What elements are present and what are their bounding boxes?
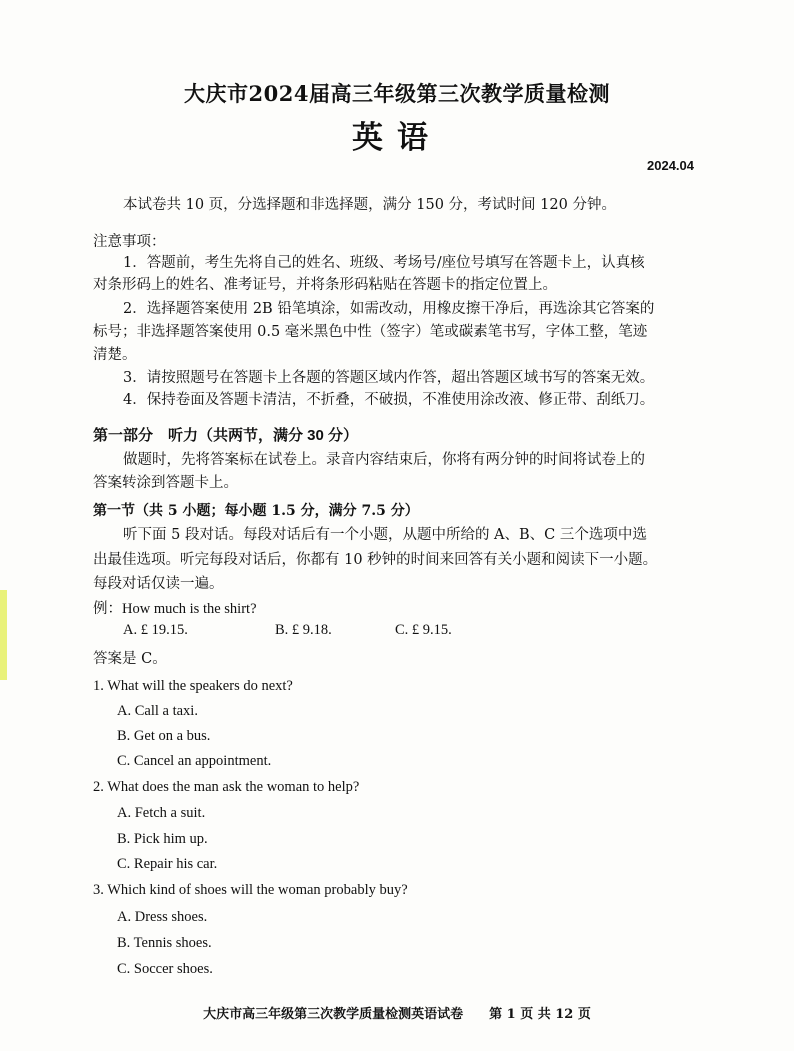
part1-desc-line-1: 做题时，先将答案标在试卷上。录音内容结束后，你将有两分钟的时间将试卷上的 [123,452,645,468]
note-3: 3．请按照题号在答题卡上各题的答题区域内作答，超出答题区域书写的答案无效。 [123,370,655,386]
note-2-line-1: 2．选择题答案使用 2B 铅笔填涂，如需改动，用橡皮擦干净后，再选涂其它答案的 [123,301,655,317]
question-1-stem: 1. What will the speakers do next? [93,678,293,694]
section1-desc-line-2: 出最佳选项。听完每段对话后，你都有 10 秒钟的时间来回答有关小题和阅读下一小题。 [93,552,658,568]
question-2-option-b: B. Pick him up. [117,831,208,847]
note-2-line-2: 标号；非选择题答案使用 0.5 毫米黑色中性（签字）笔或碳素笔书写，字体工整，笔迹 [93,324,648,340]
example-question: 例：How much is the shirt? [93,601,257,617]
note-1-line-1: 1．答题前，考生先将自己的姓名、班级、考场号/座位号填写在答题卡上，认真核 [123,255,645,271]
section1-desc-line-3: 每段对话仅读一遍。 [93,576,224,592]
subject-title: 英语 [352,120,442,156]
section1-desc-line-1: 听下面 5 段对话。每段对话后有一个小题，从题中所给的 A、B、C 三个选项中选 [123,527,647,543]
exam-date: 2024.04 [647,158,694,173]
notes-heading: 注意事项： [93,234,166,250]
part1-heading: 第一部分 听力（共两节，满分 30 分） [93,427,359,444]
example-option-b: B. £ 9.18. [275,622,332,638]
question-3-option-c: C. Soccer shoes. [117,961,213,977]
section1-heading: 第一节（共 5 小题；每小题 1.5 分，满分 7.5 分） [93,503,419,519]
example-answer: 答案是 C。 [93,651,167,667]
question-1-option-c: C. Cancel an appointment. [117,753,272,769]
question-2-stem: 2. What does the man ask the woman to help? [93,779,360,795]
question-3-option-b: B. Tennis shoes. [117,935,212,951]
intro-text: 本试卷共 10 页，分选择题和非选择题，满分 150 分，考试时间 120 分钟。 [123,197,616,213]
note-4: 4．保持卷面及答题卡清洁，不折叠，不破损，不准使用涂改液、修正带、刮纸刀。 [123,392,655,408]
question-3-option-a: A. Dress shoes. [117,909,208,925]
page-footer: 大庆市高三年级第三次教学质量检测英语试卷 第 1 页 共 12 页 [203,1007,591,1022]
question-2-option-a: A. Fetch a suit. [117,805,206,821]
question-1-option-a: A. Call a taxi. [117,703,198,719]
part1-desc-line-2: 答案转涂到答题卡上。 [93,475,238,491]
example-option-c: C. £ 9.15. [395,622,452,638]
note-2-line-3: 清楚。 [93,347,137,363]
scan-edge-highlight [0,590,7,680]
example-option-a: A. £ 19.15. [123,622,188,638]
question-3-stem: 3. Which kind of shoes will the woman probably buy? [93,882,408,898]
question-1-option-b: B. Get on a bus. [117,728,211,744]
note-1-line-2: 对条形码上的姓名、准考证号，并将条形码粘贴在答题卡的指定位置上。 [93,277,557,293]
question-2-option-c: C. Repair his car. [117,856,218,872]
exam-title: 大庆市2024届高三年级第三次教学质量检测 [184,81,610,106]
